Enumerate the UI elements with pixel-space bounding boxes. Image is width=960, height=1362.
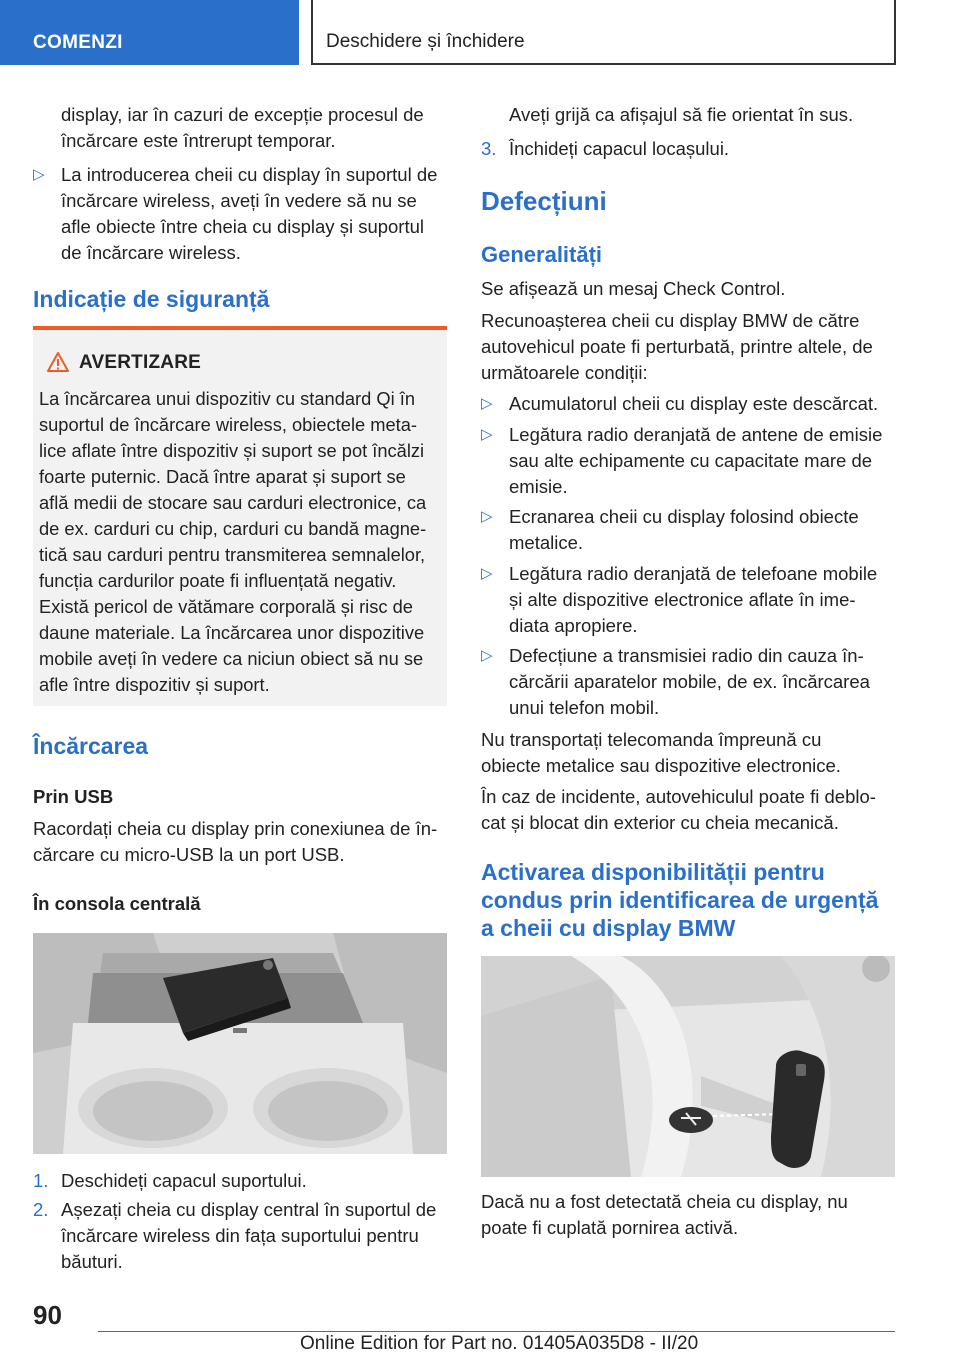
continued-step-line: Aveți grijă ca afișajul să fie orientat în sus. — [509, 104, 854, 125]
final-paragraph — [481, 1189, 848, 1241]
text-line: următoarele condiții: — [481, 362, 648, 383]
charging-heading: Încărcarea — [33, 733, 149, 759]
heading-line: condus prin identificarea de urgență — [481, 887, 879, 913]
console-heading: În consola centrală — [33, 893, 201, 914]
text-line: Deschideți capacul suportului. — [61, 1170, 307, 1191]
bullet-item — [509, 561, 877, 639]
text-line: Defecțiune a transmisiei radio din cauza în- — [509, 645, 864, 666]
text-line: încărcare wireless din fața suportului pentru — [61, 1225, 419, 1246]
text-line: de ex. carduri cu chip, carduri cu bandă magne- — [39, 518, 427, 539]
bullet-item — [509, 643, 870, 721]
text-line: poate fi cuplată pornirea activă. — [481, 1217, 739, 1238]
activation-heading — [481, 858, 878, 942]
text-line: foarte puternic. Dacă între aparat și suport se — [39, 466, 406, 487]
text-line: Legătura radio deranjată de antene de emisie — [509, 424, 883, 445]
text-line: cărcare cu micro-USB la un port USB. — [33, 844, 345, 865]
text-line: metalice. — [509, 532, 584, 553]
footer-edition: Online Edition for Part no. 01405A035D8 - II/20 — [300, 1333, 699, 1354]
warning-title: AVERTIZARE — [79, 352, 201, 373]
continued-paragraph — [61, 102, 424, 154]
chapter-title: Deschidere și închidere — [326, 31, 525, 52]
text-line: Dacă nu a fost detectată cheia cu display, nu — [481, 1191, 848, 1212]
text-line: băuturi. — [61, 1251, 123, 1272]
text-line: tică sau carduri pentru transmiterea semnalelor, — [39, 544, 426, 565]
text-line: display, iar în cazuri de excepție procesul de — [61, 104, 424, 125]
bullet-item — [509, 422, 882, 500]
text-line: și alte dispozitive electronice aflate în ime- — [509, 589, 856, 610]
text-line: Ecranarea cheii cu display folosind obiecte — [509, 506, 859, 527]
text-line: Racordați cheia cu display prin conexiunea de în- — [33, 818, 438, 839]
section-tab — [0, 0, 299, 65]
text-line: daune materiale. La încărcarea unor dispozitive — [39, 622, 425, 643]
general-paragraph: Se afișează un mesaj Check Control. — [481, 278, 786, 299]
step-text — [61, 1197, 436, 1275]
bullet-triangle-icon: ▷ — [481, 426, 493, 443]
text-line: Acumulatorul cheii cu display este descărcat. — [509, 393, 879, 414]
text-line: Așezați cheia cu display central în suportul de — [61, 1199, 437, 1220]
faults-heading: Defecțiuni — [481, 186, 607, 216]
emergency-key-position-image — [481, 956, 895, 1177]
text-line: încărcare este întrerupt temporar. — [61, 130, 336, 151]
text-line: Recunoașterea cheii cu display BMW de către — [481, 310, 860, 331]
step-text: Închideți capacul locașului. — [509, 138, 730, 159]
incident-paragraph — [481, 784, 876, 836]
text-line: afle între dispozitiv și suport. — [39, 674, 270, 695]
safety-heading: Indicație de siguranță — [33, 286, 270, 312]
bullet-triangle-icon: ▷ — [33, 166, 45, 183]
chapter-tab — [311, 0, 896, 65]
text-line: cat și blocat din exterior cu cheia mecanică. — [481, 812, 839, 833]
text-line: emisie. — [509, 476, 568, 497]
text-line: mobile aveți în vedere ca niciun obiect să nu se — [39, 648, 424, 669]
step-number: 1. — [33, 1170, 49, 1191]
step-number: 3. — [481, 138, 497, 159]
text-line: La încărcarea unui dispozitiv cu standard Qi în — [39, 388, 415, 409]
bullet-triangle-icon: ▷ — [481, 565, 493, 582]
warning-triangle-icon — [47, 352, 69, 372]
bullet-item — [509, 391, 878, 417]
step-number: 2. — [33, 1199, 49, 1220]
usb-paragraph — [33, 816, 437, 868]
section-title: COMENZI — [33, 32, 123, 53]
text-line: funcția cardurilor poate fi influențată negativ. — [39, 570, 397, 591]
text-line: autovehicul poate fi perturbată, printre altele, de — [481, 336, 873, 357]
text-line: sau alte echipamente cu capacitate mare de — [509, 450, 873, 471]
footer-divider — [98, 1331, 895, 1332]
warning-text — [39, 386, 426, 698]
recognition-paragraph — [481, 308, 873, 386]
text-line: află medii de stocare sau carduri electronice, ca — [39, 492, 427, 513]
text-line: afle obiecte între cheia cu display și suportul — [61, 216, 425, 237]
text-line: diata apropiere. — [509, 615, 638, 636]
text-line: de încărcare wireless. — [61, 242, 241, 263]
bullet-triangle-icon: ▷ — [481, 508, 493, 525]
text-line: obiecte metalice sau dispozitive electronice. — [481, 755, 841, 776]
usb-heading: Prin USB — [33, 786, 114, 807]
text-line: La introducerea cheii cu display în suportul de — [61, 164, 438, 185]
transport-paragraph — [481, 727, 841, 779]
text-line: lice aflate între dispozitiv și suport se pot încălzi — [39, 440, 425, 461]
console-charging-image — [33, 933, 447, 1154]
step-text — [61, 1168, 307, 1194]
text-line: cărcării aparatelor mobile, de ex. încărcarea — [509, 671, 870, 692]
text-line: suportul de încărcare wireless, obiectele meta- — [39, 414, 417, 435]
text-line: Nu transportați telecomanda împreună cu — [481, 729, 822, 750]
text-line: Există pericol de vătămare corporală și risc de — [39, 596, 413, 617]
general-heading: Generalități — [481, 242, 603, 267]
bullet-triangle-icon: ▷ — [481, 395, 493, 412]
heading-line: a cheii cu display BMW — [481, 915, 736, 941]
text-line: În caz de incidente, autovehiculul poate fi deblo- — [481, 786, 876, 807]
heading-line: Activarea disponibilității pentru — [481, 859, 825, 885]
text-line: unui telefon mobil. — [509, 697, 660, 718]
bullet-item — [509, 504, 859, 556]
bullet-item — [61, 162, 437, 266]
text-line: Legătura radio deranjată de telefoane mobile — [509, 563, 878, 584]
text-line: încărcare wireless, aveți în vedere să nu se — [61, 190, 417, 211]
page-number: 90 — [33, 1300, 62, 1330]
bullet-triangle-icon: ▷ — [481, 647, 493, 664]
